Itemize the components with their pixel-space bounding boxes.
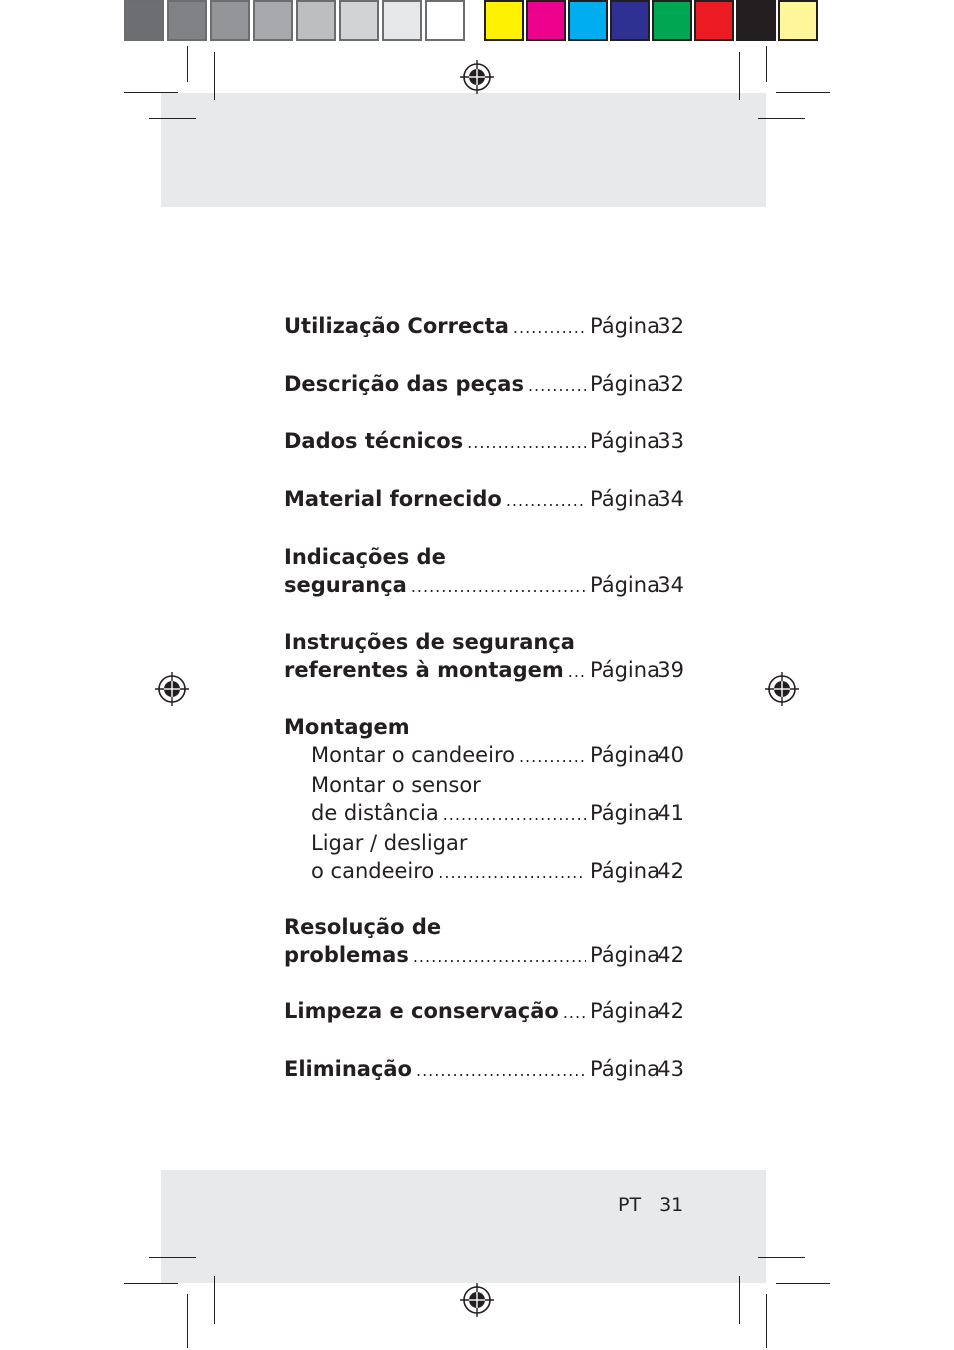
bottom-gray-band — [161, 1170, 766, 1283]
toc-entry — [284, 370, 684, 400]
registration-mark-icon — [765, 672, 799, 706]
color-swatch — [736, 0, 776, 41]
toc-line — [284, 829, 684, 857]
page-label: Página — [590, 1057, 660, 1081]
page-label: Página — [590, 429, 660, 453]
color-swatch — [167, 0, 207, 41]
toc-line — [284, 1055, 684, 1085]
crop-mark — [187, 1294, 188, 1348]
dot-leader — [438, 859, 586, 887]
color-swatch — [296, 0, 336, 41]
toc-entry — [284, 913, 684, 971]
crop-mark — [124, 92, 178, 93]
toc-entry-title: Indicações de — [284, 545, 446, 569]
toc-entry-title: Utilização Correcta — [284, 314, 509, 338]
dot-leader — [467, 429, 586, 457]
page-label: Página — [590, 999, 660, 1023]
color-swatch — [568, 0, 608, 41]
toc-line — [284, 571, 684, 601]
dot-leader — [568, 658, 586, 686]
dot-leader — [519, 743, 586, 771]
toc-page-number: 32 — [657, 314, 684, 338]
color-swatch — [124, 0, 164, 41]
page-label: Página — [590, 372, 660, 396]
toc-entry — [284, 628, 684, 686]
toc-subentry-title: Montar o sensor — [311, 773, 481, 797]
crop-mark — [776, 92, 830, 93]
dot-leader — [513, 314, 586, 342]
dot-leader — [528, 372, 586, 400]
page-label: Página — [590, 314, 660, 338]
color-swatch — [526, 0, 566, 41]
toc-entry-title: problemas — [284, 943, 409, 967]
crop-mark — [214, 1276, 215, 1324]
toc-line — [284, 713, 684, 741]
toc-line — [284, 741, 684, 771]
crop-mark — [124, 1283, 178, 1284]
toc-line — [284, 370, 684, 400]
top-gray-band — [161, 93, 766, 207]
toc-subentry-title: o candeeiro — [311, 859, 435, 883]
page-label: Página — [590, 859, 660, 883]
color-swatch — [253, 0, 293, 41]
color-swatch — [610, 0, 650, 41]
toc-line — [284, 913, 684, 941]
toc-entry-title: Descrição das peças — [284, 372, 524, 396]
crop-mark — [187, 46, 188, 82]
toc-entry-title: Eliminação — [284, 1057, 412, 1081]
language-code: PT — [618, 1194, 642, 1216]
toc-entry-title: referentes à montagem — [284, 658, 564, 682]
toc-entry — [284, 997, 684, 1027]
page-label: Página — [590, 801, 660, 825]
toc-page-number: 32 — [657, 372, 684, 396]
registration-mark-icon — [155, 672, 189, 706]
crop-mark — [766, 46, 767, 82]
registration-mark-icon — [460, 1283, 494, 1317]
page-footer — [618, 1194, 683, 1216]
toc-entry-title: Montagem — [284, 715, 410, 739]
toc-subentry-title: Ligar / desligar — [311, 831, 468, 855]
toc-line — [284, 485, 684, 515]
toc-entry-title: Dados técnicos — [284, 429, 464, 453]
toc-subentry-title: Montar o candeeiro — [311, 743, 515, 767]
toc-page-number: 40 — [657, 743, 684, 767]
registration-mark-icon — [460, 60, 494, 94]
toc-page-number: 34 — [657, 573, 684, 597]
toc-page-number: 33 — [657, 429, 684, 453]
toc-page-number: 39 — [657, 658, 684, 682]
color-swatch — [694, 0, 734, 41]
color-swatch — [425, 0, 465, 41]
crop-mark — [739, 52, 740, 100]
crop-mark — [766, 1294, 767, 1348]
toc-entry-title: segurança — [284, 573, 407, 597]
toc-page-number: 42 — [657, 943, 684, 967]
toc-line — [284, 543, 684, 571]
toc-line — [284, 857, 684, 887]
dot-leader — [506, 487, 586, 515]
toc-entry — [284, 543, 684, 601]
toc-entry — [284, 713, 684, 887]
dot-leader — [443, 801, 586, 829]
toc-entry-title: Limpeza e conservação — [284, 999, 559, 1023]
table-of-contents — [284, 312, 684, 1085]
toc-page-number: 42 — [657, 999, 684, 1023]
color-swatch — [339, 0, 379, 41]
toc-line — [284, 656, 684, 686]
page-label: Página — [590, 487, 660, 511]
toc-entry — [284, 427, 684, 457]
toc-subentry-title: de distância — [311, 801, 439, 825]
page-label: Página — [590, 743, 660, 767]
crop-mark — [758, 1257, 805, 1258]
color-swatch — [382, 0, 422, 41]
toc-entry-title: Instruções de segurança — [284, 630, 575, 654]
toc-page-number: 34 — [657, 487, 684, 511]
toc-line — [284, 771, 684, 799]
toc-page-number: 43 — [657, 1057, 684, 1081]
toc-line — [284, 997, 684, 1027]
color-swatch — [210, 0, 250, 41]
color-swatch — [484, 0, 524, 41]
toc-entry-title: Material fornecido — [284, 487, 502, 511]
page-label: Página — [590, 573, 660, 597]
crop-mark — [149, 1257, 196, 1258]
page-label: Página — [590, 658, 660, 682]
color-swatch — [778, 0, 818, 41]
dot-leader — [413, 943, 586, 971]
dot-leader — [416, 1057, 586, 1085]
toc-line — [284, 312, 684, 342]
toc-line — [284, 427, 684, 457]
toc-entry — [284, 1055, 684, 1085]
page-label: Página — [590, 943, 660, 967]
crop-mark — [149, 118, 196, 119]
toc-line — [284, 628, 684, 656]
toc-entry-title: Resolução de — [284, 915, 442, 939]
crop-mark — [214, 52, 215, 100]
gray-calibration-bar — [124, 0, 468, 45]
toc-entry — [284, 485, 684, 515]
dot-leader — [563, 999, 586, 1027]
toc-line — [284, 941, 684, 971]
toc-line — [284, 799, 684, 829]
crop-mark — [739, 1276, 740, 1324]
crop-mark — [758, 118, 805, 119]
color-calibration-bar — [484, 0, 820, 45]
toc-page-number: 41 — [657, 801, 684, 825]
color-swatch — [652, 0, 692, 41]
crop-mark — [776, 1283, 830, 1284]
toc-page-number: 42 — [657, 859, 684, 883]
toc-entry — [284, 312, 684, 342]
dot-leader — [411, 573, 586, 601]
page-number: 31 — [659, 1194, 684, 1216]
